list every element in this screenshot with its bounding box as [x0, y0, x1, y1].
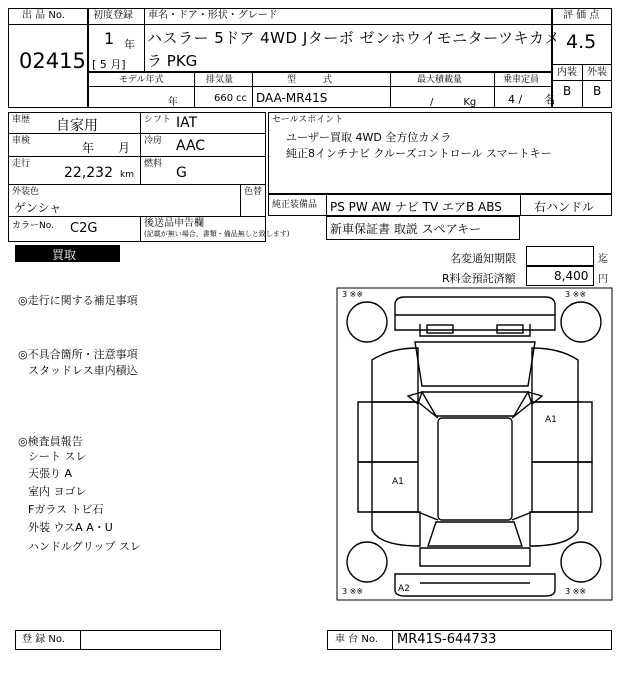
- right-front-door: [532, 402, 592, 462]
- rear-glass: [428, 522, 522, 546]
- first-reg-year: 1: [104, 29, 115, 48]
- rear-bumper: [395, 574, 555, 596]
- equipment-value: PS PW AW ナビ TV エアB ABS: [330, 200, 502, 214]
- max-load-label: 最大積載量: [417, 75, 463, 85]
- shift-value: IAT: [176, 115, 198, 131]
- overall-score: 4.5: [566, 31, 597, 53]
- mileage-unit: km: [120, 170, 134, 180]
- color-change-label: 色替: [244, 187, 263, 197]
- inspector-report-title: ◎検査員報告: [18, 435, 83, 448]
- tire-front-right: [561, 302, 601, 342]
- damage-mark: A1: [545, 415, 557, 425]
- tire-label-fl: 3 ※※: [342, 290, 364, 299]
- back-door: [420, 548, 530, 566]
- first-reg-month: [ 5 月]: [92, 58, 126, 71]
- exterior-grade: B: [593, 84, 602, 98]
- vehicle-name-line1: ハスラー 5ドア 4WD Jターボ ゼンホウイモニターツキカメ: [147, 29, 560, 47]
- reg-number-label: 登 録 No.: [22, 634, 65, 645]
- displacement-unit: cc: [236, 93, 247, 104]
- inspector-item: 天張り A: [28, 467, 73, 480]
- tire-label-rl: 3 ※※: [342, 587, 364, 596]
- sales-point-line2: 純正8インチナビ クルーズコントロール スマートキー: [286, 147, 552, 160]
- score-label: 評 価 点: [563, 10, 600, 21]
- ac-value: AAC: [176, 138, 206, 154]
- fuel-value: G: [176, 165, 187, 181]
- left-rear-door: [358, 462, 418, 512]
- warranty-value: 新車保証書 取説 スペアキー: [330, 222, 482, 236]
- windshield: [422, 392, 528, 416]
- history-label: 車歴: [12, 115, 31, 125]
- sales-point-label: セールスポイント: [272, 115, 344, 125]
- exterior-label: 外装: [587, 67, 607, 78]
- max-load-value: / Kg: [430, 97, 477, 108]
- chassis-number-label: 車 台 No.: [335, 634, 378, 645]
- chassis-number-value: MR41S-644733: [397, 632, 497, 647]
- mileage-label: 走行: [12, 159, 31, 169]
- damage-mark: A2: [398, 584, 410, 594]
- rear-right-fender: [530, 512, 578, 546]
- inspector-item: 室内 ヨゴレ: [28, 485, 87, 498]
- vehicle-name-label: 車名・ドア・形状・グレード: [148, 10, 278, 21]
- fuel-label: 燃料: [144, 159, 163, 169]
- history-value: 自家用: [56, 118, 98, 134]
- ac-label: 冷房: [144, 136, 163, 146]
- interior-grade: B: [563, 84, 572, 98]
- damage-mark: A1: [392, 477, 404, 487]
- shift-label: シフト: [144, 115, 172, 125]
- type-label: 型 式: [287, 75, 333, 85]
- purchase-badge-label: 買取: [52, 248, 77, 262]
- aftermarket-label: 後送品申告欄: [144, 218, 204, 229]
- recycle-value: 8,400: [554, 269, 589, 283]
- tire-rear-left: [347, 542, 387, 582]
- tire-front-left: [347, 302, 387, 342]
- ext-color-value: ゲンシャ: [14, 201, 62, 215]
- inspection-value: 年 月: [82, 141, 131, 155]
- inspector-item: シート スレ: [28, 450, 87, 463]
- ext-color-label: 外装色: [12, 187, 40, 197]
- rear-left-fender: [372, 512, 420, 546]
- color-no-label: カラーNo.: [12, 221, 54, 231]
- type-value: DAA-MR41S: [256, 91, 328, 105]
- recycle-unit: 円: [598, 274, 608, 285]
- tire-label-fr: 3 ※※: [565, 290, 587, 299]
- left-front-door: [358, 402, 418, 462]
- tire-rear-right: [561, 542, 601, 582]
- color-no-value: C2G: [70, 221, 98, 236]
- name-change-unit: 迄: [598, 254, 608, 265]
- interior-label: 内装: [557, 67, 577, 78]
- inspector-item: ハンドルグリップ スレ: [28, 540, 141, 553]
- capacity-label: 乗車定員: [503, 75, 540, 85]
- recycle-label: R料金預託済額: [442, 272, 516, 285]
- vehicle-name-line2: ラ PKG: [147, 52, 198, 70]
- divider: [392, 630, 393, 650]
- front-left-fender: [372, 348, 418, 402]
- model-year-label: モデル年式: [119, 75, 164, 85]
- defect-item: スタッドレス車内積込: [28, 364, 138, 377]
- first-reg-label: 初度登録: [93, 10, 133, 21]
- mileage-value: 22,232: [64, 165, 113, 181]
- name-change-label: 名変通知期限: [450, 252, 516, 265]
- sales-point-line1: ユーザー買取 4WD 全方位カメラ: [286, 131, 452, 144]
- equipment-label: 純正装備品: [272, 200, 318, 210]
- capacity-value: 4 / 名: [508, 93, 556, 106]
- roof: [438, 418, 512, 520]
- front-right-fender: [532, 348, 578, 402]
- inspection-label: 車検: [12, 136, 31, 146]
- tire-label-rr: 3 ※※: [565, 587, 587, 596]
- diagram-frame: [337, 288, 612, 600]
- inspector-item: Fガラス トビ石: [28, 503, 104, 516]
- aftermarket-note: (記載が無い場合、書類・備品無しと致します): [144, 230, 290, 238]
- hood: [415, 342, 535, 386]
- driving-notes-title: ◎走行に関する補足事項: [18, 294, 138, 307]
- handle-position: 右ハンドル: [534, 200, 595, 214]
- front-bumper: [395, 297, 555, 330]
- inspector-item: 外装 ウスA A・U: [28, 521, 113, 534]
- displacement-label: 排気量: [206, 75, 234, 85]
- divider: [80, 630, 81, 650]
- displacement-value: 660: [214, 93, 234, 104]
- defect-notes-title: ◎不具合箇所・注意事項: [18, 348, 138, 361]
- model-year-unit: 年: [168, 97, 178, 108]
- year-unit: 年: [124, 38, 135, 51]
- lot-label: 出 品 No.: [22, 10, 65, 21]
- lot-number: 02415: [19, 49, 86, 73]
- right-rear-door: [532, 462, 592, 512]
